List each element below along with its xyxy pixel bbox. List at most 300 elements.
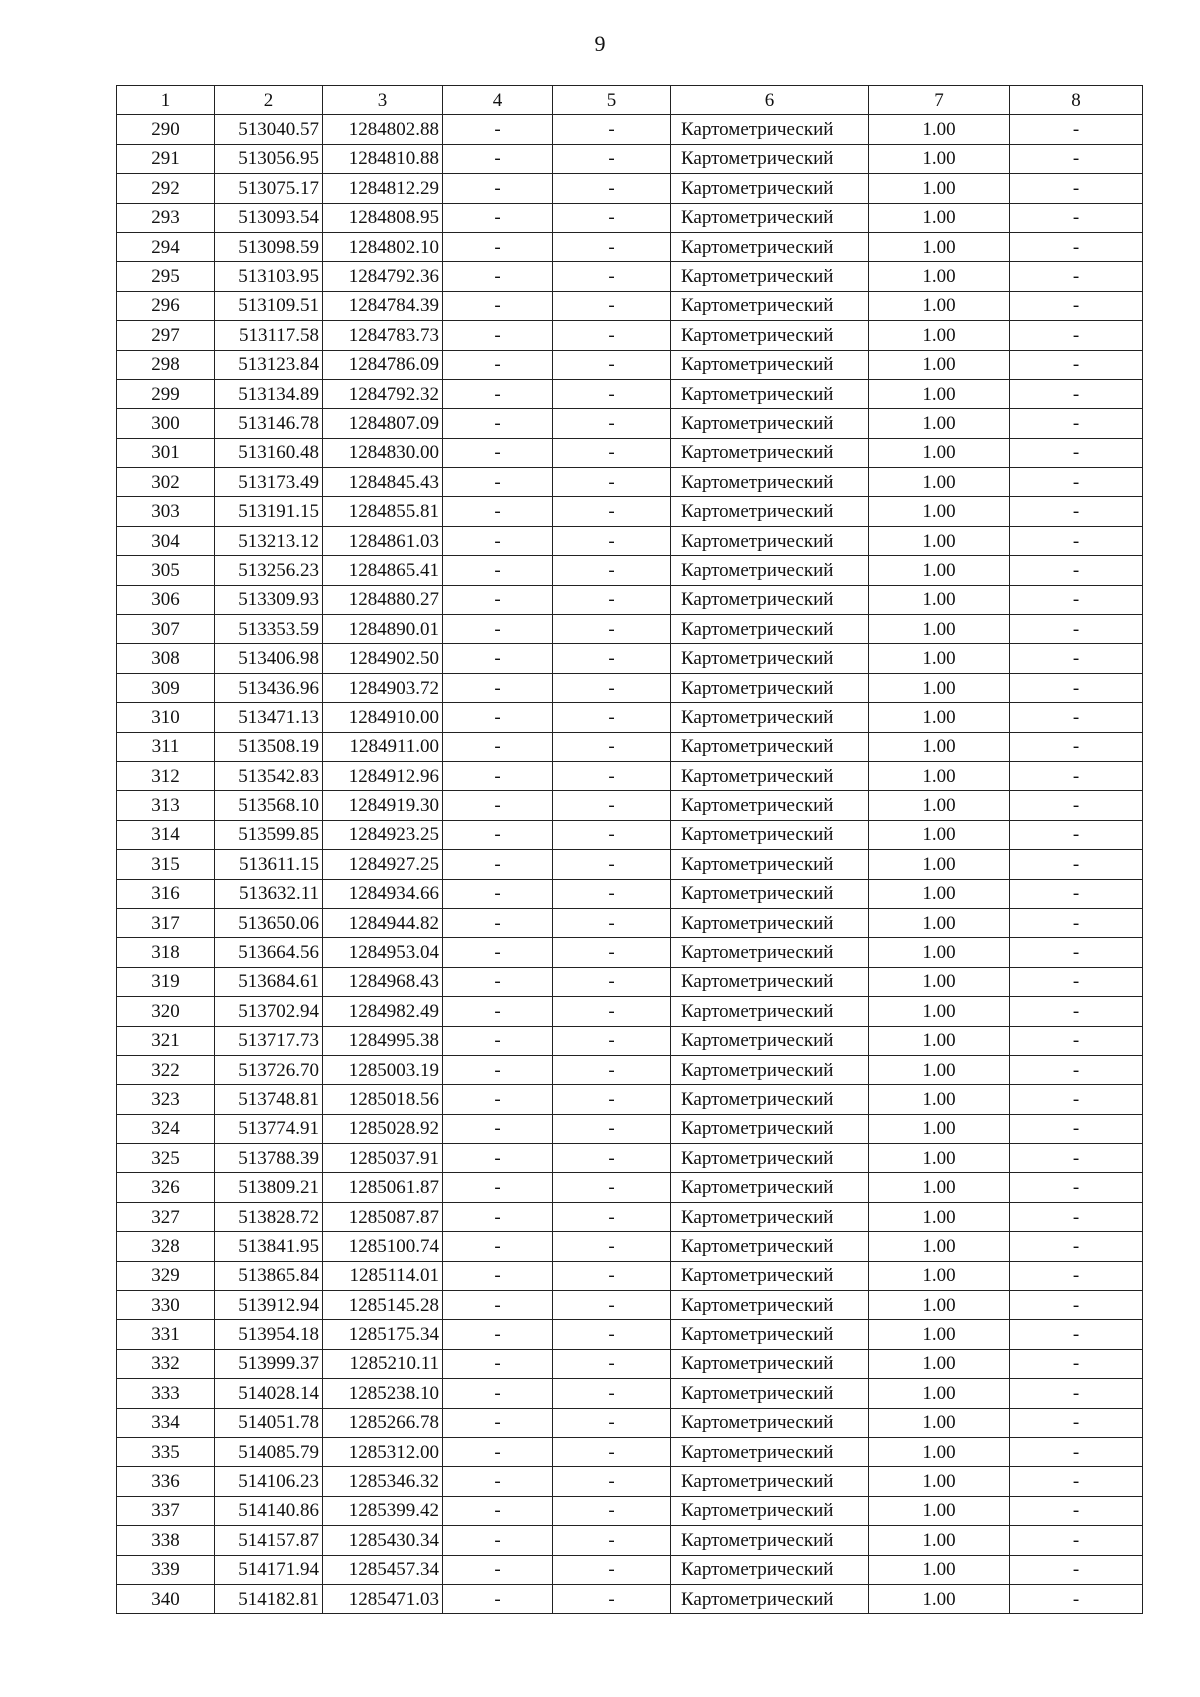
point-number-cell: 317 [117, 908, 215, 937]
point-number-cell: 336 [117, 1467, 215, 1496]
point-number-cell: 310 [117, 703, 215, 732]
column-8-cell: - [1010, 1555, 1143, 1584]
x-coordinate-cell: 514028.14 [215, 1379, 323, 1408]
column-4-cell: - [443, 1467, 553, 1496]
y-coordinate-cell: 1284953.04 [323, 938, 443, 967]
column-8-cell: - [1010, 321, 1143, 350]
column-5-cell: - [553, 879, 671, 908]
column-4-cell: - [443, 1026, 553, 1055]
point-number-cell: 304 [117, 526, 215, 555]
y-coordinate-cell: 1284910.00 [323, 703, 443, 732]
table-row [117, 1114, 1143, 1143]
x-coordinate-cell: 513109.51 [215, 291, 323, 320]
accuracy-cell: 1.00 [869, 379, 1010, 408]
x-coordinate-cell: 513436.96 [215, 673, 323, 702]
page-number: 9 [594, 31, 606, 56]
y-coordinate-cell: 1284865.41 [323, 556, 443, 585]
y-coordinate-cell: 1285471.03 [323, 1584, 443, 1613]
accuracy-cell: 1.00 [869, 115, 1010, 144]
point-number-cell: 303 [117, 497, 215, 526]
point-number-cell: 329 [117, 1261, 215, 1290]
y-coordinate-cell: 1285399.42 [323, 1496, 443, 1525]
header-cell-2: 2 [215, 86, 323, 115]
y-coordinate-cell: 1284830.00 [323, 438, 443, 467]
y-coordinate-cell: 1285100.74 [323, 1232, 443, 1261]
x-coordinate-cell: 513954.18 [215, 1320, 323, 1349]
column-4-cell: - [443, 1144, 553, 1173]
table-row [117, 144, 1143, 173]
column-5-cell: - [553, 585, 671, 614]
column-8-cell: - [1010, 1173, 1143, 1202]
x-coordinate-cell: 513611.15 [215, 850, 323, 879]
y-coordinate-cell: 1284812.29 [323, 174, 443, 203]
x-coordinate-cell: 513146.78 [215, 409, 323, 438]
column-4-cell: - [443, 321, 553, 350]
coordinates-table [116, 85, 1143, 1614]
column-5-cell: - [553, 203, 671, 232]
accuracy-cell: 1.00 [869, 203, 1010, 232]
column-8-cell: - [1010, 1232, 1143, 1261]
column-4-cell: - [443, 203, 553, 232]
column-5-cell: - [553, 1437, 671, 1466]
method-cell: Картометрический [671, 1408, 869, 1437]
table-row [117, 1085, 1143, 1114]
column-8-cell: - [1010, 468, 1143, 497]
column-4-cell: - [443, 644, 553, 673]
column-5-cell: - [553, 1379, 671, 1408]
point-number-cell: 337 [117, 1496, 215, 1525]
column-8-cell: - [1010, 1408, 1143, 1437]
column-4-cell: - [443, 997, 553, 1026]
column-4-cell: - [443, 732, 553, 761]
accuracy-cell: 1.00 [869, 644, 1010, 673]
x-coordinate-cell: 513841.95 [215, 1232, 323, 1261]
column-4-cell: - [443, 1379, 553, 1408]
column-4-cell: - [443, 1114, 553, 1143]
column-8-cell: - [1010, 1526, 1143, 1555]
column-8-cell: - [1010, 1026, 1143, 1055]
table-row [117, 967, 1143, 996]
table-row [117, 850, 1143, 879]
column-8-cell: - [1010, 115, 1143, 144]
column-8-cell: - [1010, 879, 1143, 908]
accuracy-cell: 1.00 [869, 1055, 1010, 1084]
y-coordinate-cell: 1284802.88 [323, 115, 443, 144]
header-row [117, 86, 1143, 115]
method-cell: Картометрический [671, 1085, 869, 1114]
x-coordinate-cell: 513256.23 [215, 556, 323, 585]
point-number-cell: 297 [117, 321, 215, 350]
method-cell: Картометрический [671, 1232, 869, 1261]
point-number-cell: 292 [117, 174, 215, 203]
point-number-cell: 340 [117, 1584, 215, 1613]
point-number-cell: 334 [117, 1408, 215, 1437]
accuracy-cell: 1.00 [869, 732, 1010, 761]
column-5-cell: - [553, 1584, 671, 1613]
x-coordinate-cell: 513406.98 [215, 644, 323, 673]
accuracy-cell: 1.00 [869, 174, 1010, 203]
point-number-cell: 308 [117, 644, 215, 673]
column-5-cell: - [553, 908, 671, 937]
column-5-cell: - [553, 1496, 671, 1525]
column-4-cell: - [443, 820, 553, 849]
point-number-cell: 323 [117, 1085, 215, 1114]
column-8-cell: - [1010, 409, 1143, 438]
column-4-cell: - [443, 438, 553, 467]
accuracy-cell: 1.00 [869, 556, 1010, 585]
column-8-cell: - [1010, 585, 1143, 614]
accuracy-cell: 1.00 [869, 1496, 1010, 1525]
method-cell: Картометрический [671, 820, 869, 849]
x-coordinate-cell: 513160.48 [215, 438, 323, 467]
x-coordinate-cell: 513173.49 [215, 468, 323, 497]
y-coordinate-cell: 1285003.19 [323, 1055, 443, 1084]
point-number-cell: 298 [117, 350, 215, 379]
accuracy-cell: 1.00 [869, 1437, 1010, 1466]
column-4-cell: - [443, 1173, 553, 1202]
table-row [117, 673, 1143, 702]
accuracy-cell: 1.00 [869, 526, 1010, 555]
method-cell: Картометрический [671, 409, 869, 438]
column-4-cell: - [443, 908, 553, 937]
x-coordinate-cell: 513056.95 [215, 144, 323, 173]
point-number-cell: 311 [117, 732, 215, 761]
x-coordinate-cell: 513134.89 [215, 379, 323, 408]
header-cell-6: 6 [671, 86, 869, 115]
column-8-cell: - [1010, 1291, 1143, 1320]
column-8-cell: - [1010, 1085, 1143, 1114]
y-coordinate-cell: 1285430.34 [323, 1526, 443, 1555]
column-8-cell: - [1010, 438, 1143, 467]
column-5-cell: - [553, 761, 671, 790]
column-4-cell: - [443, 1349, 553, 1378]
column-4-cell: - [443, 1320, 553, 1349]
column-8-cell: - [1010, 262, 1143, 291]
table-row [117, 1320, 1143, 1349]
table-row [117, 556, 1143, 585]
y-coordinate-cell: 1284786.09 [323, 350, 443, 379]
column-5-cell: - [553, 850, 671, 879]
column-5-cell: - [553, 1055, 671, 1084]
column-4-cell: - [443, 1496, 553, 1525]
method-cell: Картометрический [671, 967, 869, 996]
column-5-cell: - [553, 115, 671, 144]
x-coordinate-cell: 513040.57 [215, 115, 323, 144]
method-cell: Картометрический [671, 1555, 869, 1584]
column-8-cell: - [1010, 1379, 1143, 1408]
y-coordinate-cell: 1284792.36 [323, 262, 443, 291]
method-cell: Картометрический [671, 262, 869, 291]
table-row [117, 1291, 1143, 1320]
x-coordinate-cell: 513650.06 [215, 908, 323, 937]
column-4-cell: - [443, 791, 553, 820]
table-row [117, 438, 1143, 467]
column-8-cell: - [1010, 1320, 1143, 1349]
x-coordinate-cell: 513774.91 [215, 1114, 323, 1143]
column-5-cell: - [553, 615, 671, 644]
column-8-cell: - [1010, 1114, 1143, 1143]
table-row [117, 791, 1143, 820]
column-4-cell: - [443, 1055, 553, 1084]
point-number-cell: 328 [117, 1232, 215, 1261]
column-8-cell: - [1010, 703, 1143, 732]
column-8-cell: - [1010, 379, 1143, 408]
y-coordinate-cell: 1285457.34 [323, 1555, 443, 1584]
column-4-cell: - [443, 115, 553, 144]
accuracy-cell: 1.00 [869, 1173, 1010, 1202]
column-4-cell: - [443, 291, 553, 320]
x-coordinate-cell: 513788.39 [215, 1144, 323, 1173]
accuracy-cell: 1.00 [869, 468, 1010, 497]
x-coordinate-cell: 514051.78 [215, 1408, 323, 1437]
y-coordinate-cell: 1284927.25 [323, 850, 443, 879]
accuracy-cell: 1.00 [869, 1291, 1010, 1320]
method-cell: Картометрический [671, 1114, 869, 1143]
column-8-cell: - [1010, 732, 1143, 761]
column-4-cell: - [443, 1408, 553, 1437]
point-number-cell: 319 [117, 967, 215, 996]
accuracy-cell: 1.00 [869, 585, 1010, 614]
column-4-cell: - [443, 1555, 553, 1584]
column-4-cell: - [443, 615, 553, 644]
column-5-cell: - [553, 1144, 671, 1173]
y-coordinate-cell: 1285061.87 [323, 1173, 443, 1202]
y-coordinate-cell: 1284923.25 [323, 820, 443, 849]
table-row [117, 820, 1143, 849]
table-row [117, 644, 1143, 673]
method-cell: Картометрический [671, 174, 869, 203]
method-cell: Картометрический [671, 1144, 869, 1173]
point-number-cell: 307 [117, 615, 215, 644]
column-8-cell: - [1010, 350, 1143, 379]
point-number-cell: 309 [117, 673, 215, 702]
table-header [117, 86, 1143, 115]
accuracy-cell: 1.00 [869, 967, 1010, 996]
x-coordinate-cell: 513865.84 [215, 1261, 323, 1290]
column-4-cell: - [443, 144, 553, 173]
y-coordinate-cell: 1285312.00 [323, 1437, 443, 1466]
method-cell: Картометрический [671, 644, 869, 673]
accuracy-cell: 1.00 [869, 232, 1010, 261]
column-4-cell: - [443, 468, 553, 497]
accuracy-cell: 1.00 [869, 703, 1010, 732]
column-4-cell: - [443, 1085, 553, 1114]
table-row [117, 379, 1143, 408]
table-row [117, 350, 1143, 379]
point-number-cell: 290 [117, 115, 215, 144]
column-4-cell: - [443, 585, 553, 614]
x-coordinate-cell: 514157.87 [215, 1526, 323, 1555]
y-coordinate-cell: 1284807.09 [323, 409, 443, 438]
accuracy-cell: 1.00 [869, 1467, 1010, 1496]
column-8-cell: - [1010, 497, 1143, 526]
column-4-cell: - [443, 350, 553, 379]
point-number-cell: 315 [117, 850, 215, 879]
table-row [117, 938, 1143, 967]
table-row [117, 409, 1143, 438]
header-cell-7: 7 [869, 86, 1010, 115]
column-8-cell: - [1010, 1055, 1143, 1084]
column-4-cell: - [443, 174, 553, 203]
table-row [117, 761, 1143, 790]
method-cell: Картометрический [671, 850, 869, 879]
x-coordinate-cell: 513098.59 [215, 232, 323, 261]
method-cell: Картометрический [671, 232, 869, 261]
table-row [117, 1467, 1143, 1496]
column-8-cell: - [1010, 791, 1143, 820]
method-cell: Картометрический [671, 1496, 869, 1525]
method-cell: Картометрический [671, 908, 869, 937]
column-8-cell: - [1010, 644, 1143, 673]
point-number-cell: 325 [117, 1144, 215, 1173]
accuracy-cell: 1.00 [869, 1349, 1010, 1378]
x-coordinate-cell: 513353.59 [215, 615, 323, 644]
column-4-cell: - [443, 1261, 553, 1290]
column-4-cell: - [443, 1202, 553, 1231]
point-number-cell: 333 [117, 1379, 215, 1408]
y-coordinate-cell: 1284861.03 [323, 526, 443, 555]
accuracy-cell: 1.00 [869, 1320, 1010, 1349]
column-5-cell: - [553, 1026, 671, 1055]
point-number-cell: 327 [117, 1202, 215, 1231]
y-coordinate-cell: 1284810.88 [323, 144, 443, 173]
accuracy-cell: 1.00 [869, 997, 1010, 1026]
column-5-cell: - [553, 1085, 671, 1114]
column-5-cell: - [553, 732, 671, 761]
table-row [117, 908, 1143, 937]
column-4-cell: - [443, 1584, 553, 1613]
table-row [117, 879, 1143, 908]
method-cell: Картометрический [671, 1379, 869, 1408]
method-cell: Картометрический [671, 1526, 869, 1555]
column-5-cell: - [553, 938, 671, 967]
y-coordinate-cell: 1284995.38 [323, 1026, 443, 1055]
x-coordinate-cell: 513912.94 [215, 1291, 323, 1320]
x-coordinate-cell: 513093.54 [215, 203, 323, 232]
x-coordinate-cell: 513999.37 [215, 1349, 323, 1378]
x-coordinate-cell: 514171.94 [215, 1555, 323, 1584]
column-5-cell: - [553, 409, 671, 438]
column-8-cell: - [1010, 556, 1143, 585]
table-row [117, 1437, 1143, 1466]
column-8-cell: - [1010, 761, 1143, 790]
x-coordinate-cell: 513117.58 [215, 321, 323, 350]
column-8-cell: - [1010, 1437, 1143, 1466]
method-cell: Картометрический [671, 791, 869, 820]
point-number-cell: 324 [117, 1114, 215, 1143]
x-coordinate-cell: 513684.61 [215, 967, 323, 996]
table-row [117, 1144, 1143, 1173]
method-cell: Картометрический [671, 732, 869, 761]
table-row [117, 1408, 1143, 1437]
column-5-cell: - [553, 1349, 671, 1378]
accuracy-cell: 1.00 [869, 262, 1010, 291]
x-coordinate-cell: 513632.11 [215, 879, 323, 908]
point-number-cell: 330 [117, 1291, 215, 1320]
x-coordinate-cell: 513309.93 [215, 585, 323, 614]
point-number-cell: 301 [117, 438, 215, 467]
table-row [117, 703, 1143, 732]
y-coordinate-cell: 1285266.78 [323, 1408, 443, 1437]
method-cell: Картометрический [671, 497, 869, 526]
y-coordinate-cell: 1285238.10 [323, 1379, 443, 1408]
accuracy-cell: 1.00 [869, 1526, 1010, 1555]
y-coordinate-cell: 1285346.32 [323, 1467, 443, 1496]
y-coordinate-cell: 1285210.11 [323, 1349, 443, 1378]
column-5-cell: - [553, 1114, 671, 1143]
column-5-cell: - [553, 379, 671, 408]
header-cell-5: 5 [553, 86, 671, 115]
column-5-cell: - [553, 232, 671, 261]
header-cell-3: 3 [323, 86, 443, 115]
column-8-cell: - [1010, 1144, 1143, 1173]
column-5-cell: - [553, 1467, 671, 1496]
x-coordinate-cell: 513191.15 [215, 497, 323, 526]
point-number-cell: 320 [117, 997, 215, 1026]
y-coordinate-cell: 1284968.43 [323, 967, 443, 996]
column-4-cell: - [443, 262, 553, 291]
accuracy-cell: 1.00 [869, 761, 1010, 790]
accuracy-cell: 1.00 [869, 497, 1010, 526]
method-cell: Картометрический [671, 1437, 869, 1466]
column-4-cell: - [443, 526, 553, 555]
method-cell: Картометрический [671, 526, 869, 555]
y-coordinate-cell: 1284784.39 [323, 291, 443, 320]
table-row [117, 1379, 1143, 1408]
method-cell: Картометрический [671, 1202, 869, 1231]
column-4-cell: - [443, 703, 553, 732]
y-coordinate-cell: 1285145.28 [323, 1291, 443, 1320]
method-cell: Картометрический [671, 556, 869, 585]
table-row [117, 1173, 1143, 1202]
method-cell: Картометрический [671, 1173, 869, 1202]
table-row [117, 262, 1143, 291]
accuracy-cell: 1.00 [869, 879, 1010, 908]
column-5-cell: - [553, 438, 671, 467]
accuracy-cell: 1.00 [869, 350, 1010, 379]
table-row [117, 291, 1143, 320]
x-coordinate-cell: 514085.79 [215, 1437, 323, 1466]
column-5-cell: - [553, 703, 671, 732]
y-coordinate-cell: 1285175.34 [323, 1320, 443, 1349]
table-row [117, 615, 1143, 644]
y-coordinate-cell: 1284903.72 [323, 673, 443, 702]
column-5-cell: - [553, 291, 671, 320]
column-4-cell: - [443, 1526, 553, 1555]
table-row [117, 585, 1143, 614]
y-coordinate-cell: 1284845.43 [323, 468, 443, 497]
table-row [117, 115, 1143, 144]
method-cell: Картометрический [671, 203, 869, 232]
accuracy-cell: 1.00 [869, 791, 1010, 820]
column-4-cell: - [443, 1437, 553, 1466]
accuracy-cell: 1.00 [869, 1379, 1010, 1408]
column-8-cell: - [1010, 144, 1143, 173]
column-4-cell: - [443, 556, 553, 585]
column-4-cell: - [443, 967, 553, 996]
x-coordinate-cell: 513726.70 [215, 1055, 323, 1084]
column-5-cell: - [553, 262, 671, 291]
point-number-cell: 338 [117, 1526, 215, 1555]
y-coordinate-cell: 1284802.10 [323, 232, 443, 261]
accuracy-cell: 1.00 [869, 1114, 1010, 1143]
method-cell: Картометрический [671, 321, 869, 350]
y-coordinate-cell: 1284934.66 [323, 879, 443, 908]
y-coordinate-cell: 1285018.56 [323, 1085, 443, 1114]
accuracy-cell: 1.00 [869, 615, 1010, 644]
method-cell: Картометрический [671, 379, 869, 408]
method-cell: Картометрический [671, 703, 869, 732]
